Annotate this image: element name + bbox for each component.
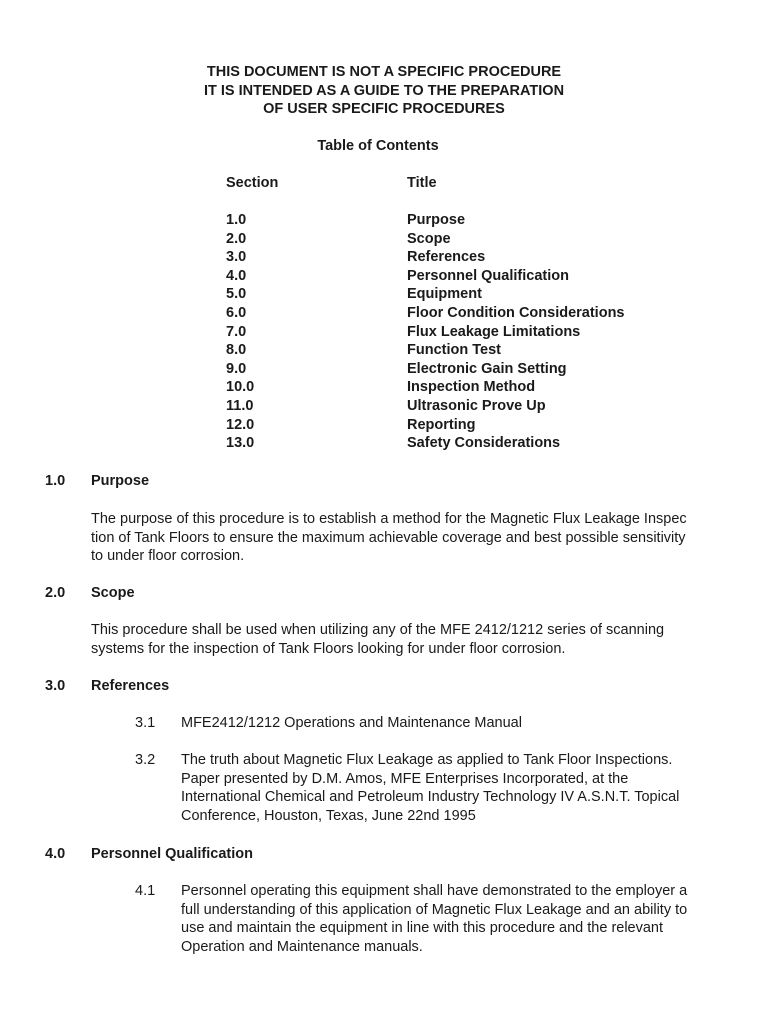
- paragraph-line: This procedure shall be used when utilizing any of the MFE 2412/1212 series of scanning: [91, 622, 665, 638]
- section-title: Scope: [91, 585, 135, 601]
- purpose-paragraph: [91, 510, 721, 566]
- toc-row: [226, 360, 646, 379]
- toc-header-section: Section: [226, 175, 279, 191]
- toc-section-title: Ultrasonic Prove Up: [407, 397, 546, 414]
- toc-section-number: 2.0: [226, 230, 247, 247]
- paragraph-line: The purpose of this procedure is to establish a method for the Magnetic Flux Leakage Inspec: [91, 511, 687, 527]
- toc-section-number: 8.0: [226, 342, 247, 359]
- subsection-number: 3.2: [135, 752, 156, 768]
- toc-section-title: Inspection Method: [407, 379, 536, 396]
- toc-section-number: 6.0: [226, 304, 247, 321]
- disclaimer-notice: [0, 63, 768, 119]
- paragraph-line: Conference, Houston, Texas, June 22nd 1995: [181, 807, 476, 824]
- toc-section-title: References: [407, 249, 486, 266]
- paragraph-line: MFE2412/1212 Operations and Maintenance Manual: [181, 715, 522, 731]
- paragraph-line: systems for the inspection of Tank Floors looking for under floor corrosion.: [91, 640, 566, 657]
- paragraph-line: The truth about Magnetic Flux Leakage as applied to Tank Floor Inspections.: [181, 752, 673, 768]
- toc-list: [226, 211, 646, 453]
- paragraph-line: International Chemical and Petroleum Industry Technology IV A.S.N.T. Topical: [181, 789, 680, 805]
- subsection-number: 4.1: [135, 883, 156, 899]
- paragraph-line: Operation and Maintenance manuals.: [181, 938, 423, 955]
- toc-title: Table of Contents: [317, 138, 439, 154]
- paragraph-line: to under floor corrosion.: [91, 548, 245, 564]
- subsection-text: [181, 714, 741, 733]
- toc-row: [226, 267, 646, 286]
- section-number: 2.0: [45, 585, 66, 601]
- toc-row: [226, 397, 646, 416]
- section-title: Purpose: [91, 473, 150, 489]
- toc-section-number: 1.0: [226, 212, 247, 228]
- paragraph-line: Paper presented by D.M. Amos, MFE Enterprises Incorporated, at the: [181, 770, 629, 787]
- toc-row: [226, 416, 646, 435]
- toc-section-title: Function Test: [407, 342, 501, 359]
- scope-paragraph: [91, 621, 721, 658]
- toc-section-number: 12.0: [226, 416, 255, 433]
- toc-header-title: Title: [407, 175, 437, 191]
- toc-row: [226, 434, 646, 453]
- toc-section-number: 3.0: [226, 249, 247, 266]
- paragraph-line: tion of Tank Floors to ensure the maximum achievable coverage and best possible sensitivity: [91, 529, 686, 546]
- toc-section-number: 13.0: [226, 435, 255, 452]
- toc-section-number: 11.0: [226, 397, 254, 414]
- section-number: 3.0: [45, 678, 66, 694]
- toc-row: [226, 248, 646, 267]
- section-title: Personnel Qualification: [91, 846, 253, 862]
- toc-section-title: Purpose: [407, 212, 466, 228]
- toc-section-number: 4.0: [226, 267, 247, 284]
- toc-section-title: Flux Leakage Limitations: [407, 323, 581, 340]
- toc-section-title: Scope: [407, 230, 451, 247]
- section-title: References: [91, 678, 170, 694]
- toc-row: [226, 304, 646, 323]
- toc-section-title: Personnel Qualification: [407, 267, 569, 284]
- toc-row: [226, 378, 646, 397]
- toc-section-number: 10.0: [226, 379, 255, 396]
- toc-section-title: Electronic Gain Setting: [407, 360, 567, 377]
- section-number: 1.0: [45, 473, 66, 489]
- toc-row: [226, 230, 646, 249]
- toc-section-title: Safety Considerations: [407, 435, 561, 452]
- subsection-number: 3.1: [135, 715, 156, 731]
- subsection-text: [181, 751, 741, 825]
- notice-line-1: THIS DOCUMENT IS NOT A SPECIFIC PROCEDURE: [206, 64, 562, 80]
- toc-row: [226, 211, 646, 230]
- notice-line-2: IT IS INTENDED AS A GUIDE TO THE PREPARATION: [203, 82, 565, 99]
- toc-section-title: Equipment: [407, 286, 482, 303]
- toc-section-number: 5.0: [226, 286, 247, 303]
- toc-section-number: 7.0: [226, 323, 247, 340]
- paragraph-line: use and maintain the equipment in line with this procedure and the relevant: [181, 920, 664, 936]
- notice-line-3: OF USER SPECIFIC PROCEDURES: [263, 101, 505, 117]
- section-number: 4.0: [45, 846, 66, 862]
- toc-section-title: Floor Condition Considerations: [407, 304, 625, 321]
- toc-row: [226, 323, 646, 342]
- paragraph-line: full understanding of this application of Magnetic Flux Leakage and an ability to: [181, 901, 688, 918]
- toc-row: [226, 285, 646, 304]
- toc-section-number: 9.0: [226, 360, 247, 377]
- toc-section-title: Reporting: [407, 416, 476, 433]
- toc-row: [226, 341, 646, 360]
- subsection-text: [181, 882, 741, 956]
- paragraph-line: Personnel operating this equipment shall have demonstrated to the employer a: [181, 883, 688, 899]
